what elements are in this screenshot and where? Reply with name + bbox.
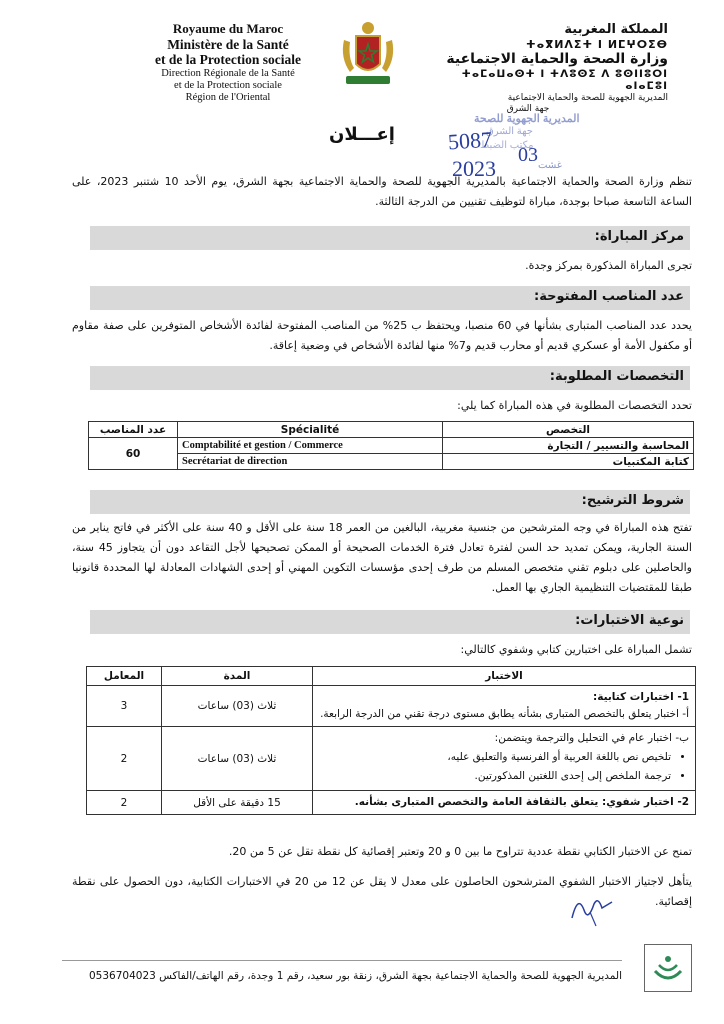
header-french xyxy=(128,22,328,104)
section-posts-title: عدد المناصب المفتوحة: xyxy=(534,289,684,304)
spec-ar-cell: المحاسبة والتسيير / التجارة xyxy=(443,438,694,454)
header-fr-region: Région de l'Oriental xyxy=(185,92,271,104)
section-center-heading xyxy=(90,226,690,250)
table-row xyxy=(89,438,694,454)
header-arabic xyxy=(428,22,668,114)
intro-paragraph: تنظم وزارة الصحة والحماية الاجتماعية بالمديرية الجهوية للصحة والحماية الاجتماعية بجهة الشرق، يوم الأحد 10 شتنبر 2023، على الساعة التاسعة صباحا بوجدة، مباراة لتوظيف تقنيين من الدرجة الثالثة. xyxy=(72,175,692,208)
stamp-line-2: جهة الشرق xyxy=(486,126,533,137)
table-row xyxy=(89,454,694,470)
table-header-row xyxy=(87,667,696,686)
page-title: إعـــلان xyxy=(329,124,395,145)
section-center-text: تجرى المباراة المذكورة بمركز وجدة. xyxy=(525,259,692,272)
header-tifinagh-ministry: ⵜⴰⵎⴰⵡⴰⵙⵜ ⵏ ⵜⴷⵓⵙⵉ ⴷ ⵓⵙⵏⵏⵓⵔⵏ ⴰⵏⴰⵎⵓⵏ xyxy=(461,67,668,93)
exam-b-text: ب- اختبار عام في التحليل والترجمة ويتضمن: xyxy=(494,732,689,744)
table-row xyxy=(87,727,696,791)
table-row xyxy=(87,686,696,727)
section-specialties-title: التخصصات المطلوبة: xyxy=(549,369,684,384)
header-fr-direction-2: et de la Protection sociale xyxy=(174,80,282,92)
table-row xyxy=(87,791,696,815)
col-count-header: عدد المناصب xyxy=(89,422,178,438)
stamp-day: 03 xyxy=(518,144,538,166)
coef-cell: 3 xyxy=(87,686,162,727)
header-ar-ministry: وزارة الصحة والحماية الاجتماعية xyxy=(446,50,668,67)
section-conditions-text: تفتح هذه المباراة في وجه المترشحين من جنسية مغربية، البالغين من العمر 18 سنة على الأقل و 40 سنة على الأكثر في فاتح يناير من السنة الجارية، ويمكن تمديد حد السن لفترة تعادل فترة الخدمات الصحيحة أو الممكن تصحيحها لأجل التقاعد دون أن يتجاوز 45 سنة، والحاصلين على دبلوم تقني متخصص المسلم من طرف إحدى مؤسسات التكوين المهني أو إحدى الشهادات المعادلة لها المحددة قانونيا طبقا للمقتضيات التنظيمية الجاري بها العمل. xyxy=(72,521,692,594)
col-coef-header: المعامل xyxy=(87,667,162,686)
spec-ar-cell: كتابة المكتبيات xyxy=(443,454,694,470)
header-fr-direction: Direction Régionale de la Santé xyxy=(161,67,295,79)
coef-cell: 2 xyxy=(87,727,162,791)
health-logo-icon xyxy=(644,944,692,992)
stamp-line-1: المديرية الجهوية للصحة xyxy=(474,113,580,125)
header-fr-ministry: Ministère de la Santé xyxy=(167,36,289,52)
duration-cell: ثلاث (03) ساعات xyxy=(162,727,313,791)
col-exam-header: الاختبار xyxy=(313,667,696,686)
stamp-month: غشت xyxy=(538,160,562,171)
written-exam-cell xyxy=(313,686,696,727)
header-ar-direction: المديرية الجهوية للصحة والحماية الاجتماعية xyxy=(507,92,668,103)
stamp-line-3: مكتب الضبط xyxy=(480,140,534,151)
exams-table xyxy=(86,666,696,815)
exam-b-list xyxy=(319,749,689,785)
signature-icon xyxy=(568,888,616,928)
col-fr-header: Spécialité xyxy=(178,422,443,438)
table-header-row xyxy=(89,422,694,438)
footer-address: المديرية الجهوية للصحة والحماية الاجتماعية بجهة الشرق، زنقة بور سعيد، رقم 1 وجدة، رقم الهاتف/الفاكس 0536704023 xyxy=(89,970,622,982)
section-exams-heading xyxy=(90,610,690,634)
duration-cell: ثلاث (03) ساعات xyxy=(162,686,313,727)
section-exams-title: نوعية الاختبارات: xyxy=(575,613,684,628)
duration-cell: 15 دقيقة على الأقل xyxy=(162,791,313,815)
col-duration-header: المدة xyxy=(162,667,313,686)
general-exam-cell xyxy=(313,727,696,791)
oral-exam-cell: 2- اختبار شفوي: يتعلق بالثقافة العامة والتخصص المتبارى بشأنه. xyxy=(313,791,696,815)
footer-divider xyxy=(62,960,622,961)
spec-fr-cell: Comptabilité et gestion / Commerce xyxy=(178,438,443,454)
list-item: • تلخيص نص باللغة العربية أو الفرنسية والتعليق عليه، xyxy=(319,749,671,766)
header-tifinagh-kingdom: ⵜⴰⴳⵍⴷⵉⵜ ⵏ ⵍⵎⵖⵔⵉⴱ xyxy=(525,37,668,51)
header-fr-ministry-2: et de la Protection sociale xyxy=(155,52,301,68)
stamp-year: 2023 xyxy=(452,156,496,181)
section-conditions-title: شروط الترشيح: xyxy=(581,493,684,508)
exam-a-text: أ- اختبار يتعلق بالتخصص المتبارى بشأنه يطابق مستوى درجة تقني من الدرجة الرابعة. xyxy=(320,708,689,720)
note-written-grade: تمنح عن الاختبار الكتابي نقطة عددية تتراوح ما بين 0 و 20 وتعتبر إقصائية كل نقطة تقل عن 5 من 20. xyxy=(228,845,692,858)
section-exams-text: تشمل المباراة على اختبارين كتابي وشفوي كالتالي: xyxy=(460,643,692,656)
posts-count-cell: 60 xyxy=(89,438,178,470)
header-ar-region: جهة الشرق xyxy=(506,103,550,114)
section-center-title: مركز المباراة: xyxy=(594,229,684,244)
list-item: • ترجمة الملخص إلى إحدى اللغتين المذكورتين. xyxy=(319,768,671,785)
col-ar-header: التخصص xyxy=(443,422,694,438)
header-fr-kingdom: Royaume du Maroc xyxy=(172,21,284,36)
section-specialties-text: تحدد التخصصات المطلوبة في هذه المباراة كما يلي: xyxy=(457,399,692,412)
header-ar-kingdom: المملكة المغربية xyxy=(564,22,668,37)
coat-of-arms-icon xyxy=(336,18,400,88)
specialties-table xyxy=(88,421,694,470)
section-specialties-heading xyxy=(90,366,690,390)
written-exams-title: 1- اختبارات كتابية: xyxy=(593,691,689,703)
section-posts-text: يحدد عدد المناصب المتبارى بشأنها في 60 منصبا، ويحتفظ ب 25% من المناصب المفتوحة لفائدة الأشخاص المتوفرين على صفة مقاوم أو مكفول الأمة أو عسكري قديم أو محارب قديم و7% منها لفائدة الأشخاص في وضعية إعاقة. xyxy=(72,319,692,352)
spec-fr-cell: Secrétariat de direction xyxy=(178,454,443,470)
stamp-number: 5087 xyxy=(447,126,493,155)
note-oral-eligibility: يتأهل لاجتياز الاختبار الشفوي المترشحون الحاصلون على معدل لا يقل عن 12 من 20 في الاختبارات الكتابية، دون الحصول على نقطة إقصائية. xyxy=(72,875,692,908)
coef-cell: 2 xyxy=(87,791,162,815)
section-posts-heading xyxy=(90,286,690,310)
section-conditions-heading xyxy=(90,490,690,514)
